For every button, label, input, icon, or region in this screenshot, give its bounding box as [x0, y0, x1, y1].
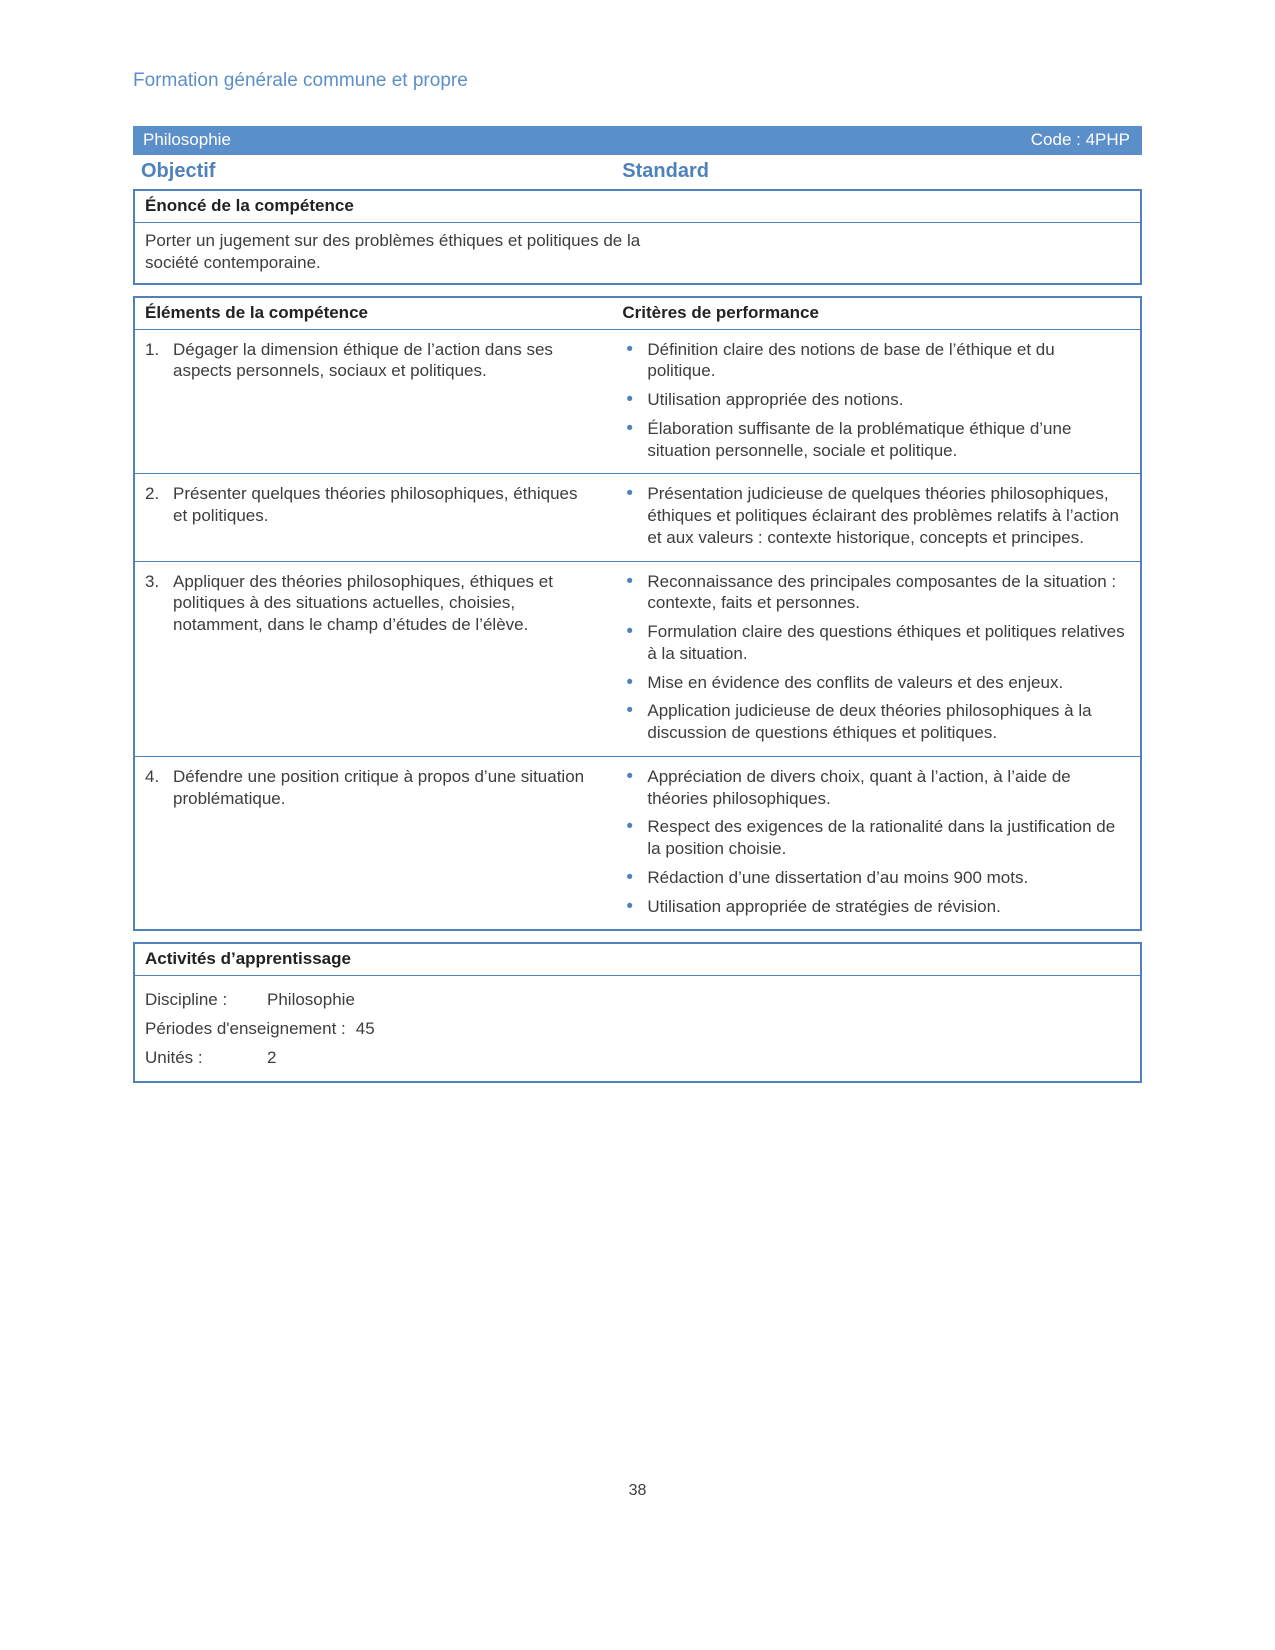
criteria-list: [624, 766, 1126, 918]
activites-row: [145, 1018, 1130, 1040]
criteria-item: • Rédaction d’une dissertation d’au moins 900 mots.: [624, 867, 1126, 889]
criteria-cell: [612, 330, 1140, 474]
criteria-list: [624, 339, 1126, 462]
field-value: 2: [267, 1047, 277, 1067]
course-banner: [133, 126, 1142, 155]
criteria-cell: [612, 757, 1140, 930]
criteria-list: [624, 483, 1126, 548]
criteria-cell: [612, 562, 1140, 756]
criteria-item: • Application judicieuse de deux théories philosophiques à la discussion de questions éthiques et politiques.: [624, 700, 1126, 744]
enonce-header: Énoncé de la compétence: [135, 191, 1140, 223]
table-row: [135, 330, 1140, 474]
element-text: Présenter quelques théories philosophiques, éthiques et politiques.: [173, 484, 578, 525]
enonce-table: [133, 189, 1142, 285]
activites-header: Activités d’apprentissage: [135, 944, 1140, 976]
element-text: Dégager la dimension éthique de l’action dans ses aspects personnels, sociaux et politiques.: [173, 339, 553, 381]
field-label: Périodes d'enseignement :: [145, 1019, 346, 1038]
criteria-item: • Reconnaissance des principales composantes de la situation : contexte, faits et personnes.: [624, 571, 1126, 615]
item-number: 2.: [145, 484, 160, 504]
criteria-list: [624, 571, 1126, 744]
banner-title: Philosophie: [143, 130, 231, 149]
criteres-column-header: Critères de performance: [622, 302, 819, 322]
field-value: Philosophie: [267, 990, 355, 1010]
element-cell: [135, 562, 612, 756]
criteria-item: • Respect des exigences de la rationalité dans la justification de la position choisie.: [624, 816, 1126, 860]
table-row: [135, 756, 1140, 930]
field-value: 45: [355, 1019, 375, 1038]
standard-title: Standard: [622, 160, 709, 182]
element-cell: [135, 757, 612, 930]
criteria-item: • Présentation judicieuse de quelques théories philosophiques, éthiques et politiques éclairant des problèmes relatifs à l’action et aux valeurs : contexte historique, concepts et principes.: [624, 483, 1126, 548]
page-number: 38: [628, 1482, 647, 1499]
activites-row: [145, 989, 1130, 1011]
item-number: 3.: [145, 571, 160, 591]
table-row: [135, 561, 1140, 756]
criteria-item: • Mise en évidence des conflits de valeurs et des enjeux.: [624, 672, 1126, 694]
criteria-cell: [612, 474, 1140, 560]
criteria-item: • Utilisation appropriée des notions.: [624, 389, 1126, 411]
table-row: [135, 473, 1140, 560]
competence-table-header: [135, 298, 1140, 330]
element-text: Appliquer des théories philosophiques, éthiques et politiques à des situations actuelles, choisies, notamment, dans le champ d’études de l’élève.: [173, 571, 553, 634]
field-label: Discipline :: [145, 990, 228, 1010]
enonce-body: Porter un jugement sur des problèmes éthiques et politiques de la société contemporaine.: [145, 231, 641, 272]
criteria-item: • Formulation claire des questions éthiques et politiques relatives à la situation.: [624, 621, 1126, 665]
activites-table: [133, 942, 1142, 1082]
objectif-title: Objectif: [141, 160, 216, 182]
activites-row: [145, 1047, 1130, 1069]
running-header: Formation générale commune et propre: [133, 70, 468, 91]
element-cell: [135, 330, 612, 474]
criteria-item: • Appréciation de divers choix, quant à l’action, à l’aide de théories philosophiques.: [624, 766, 1126, 810]
item-number: 1.: [145, 339, 160, 359]
criteria-item: • Utilisation appropriée de stratégies de révision.: [624, 896, 1126, 918]
element-cell: [135, 474, 612, 560]
banner-code: Code : 4PHP: [1030, 130, 1130, 149]
column-titles: [133, 160, 1142, 183]
elements-column-header: Éléments de la compétence: [145, 302, 368, 322]
criteria-item: • Élaboration suffisante de la problématique éthique d’une situation personnelle, sociale et politique.: [624, 418, 1126, 462]
item-number: 4.: [145, 766, 160, 786]
element-text: Défendre une position critique à propos d’une situation problématique.: [173, 766, 585, 808]
criteria-item: • Définition claire des notions de base de l’éthique et du politique.: [624, 339, 1126, 383]
field-label: Unités :: [145, 1047, 203, 1067]
activites-rows: [135, 976, 1140, 1080]
competence-table: [133, 296, 1142, 932]
